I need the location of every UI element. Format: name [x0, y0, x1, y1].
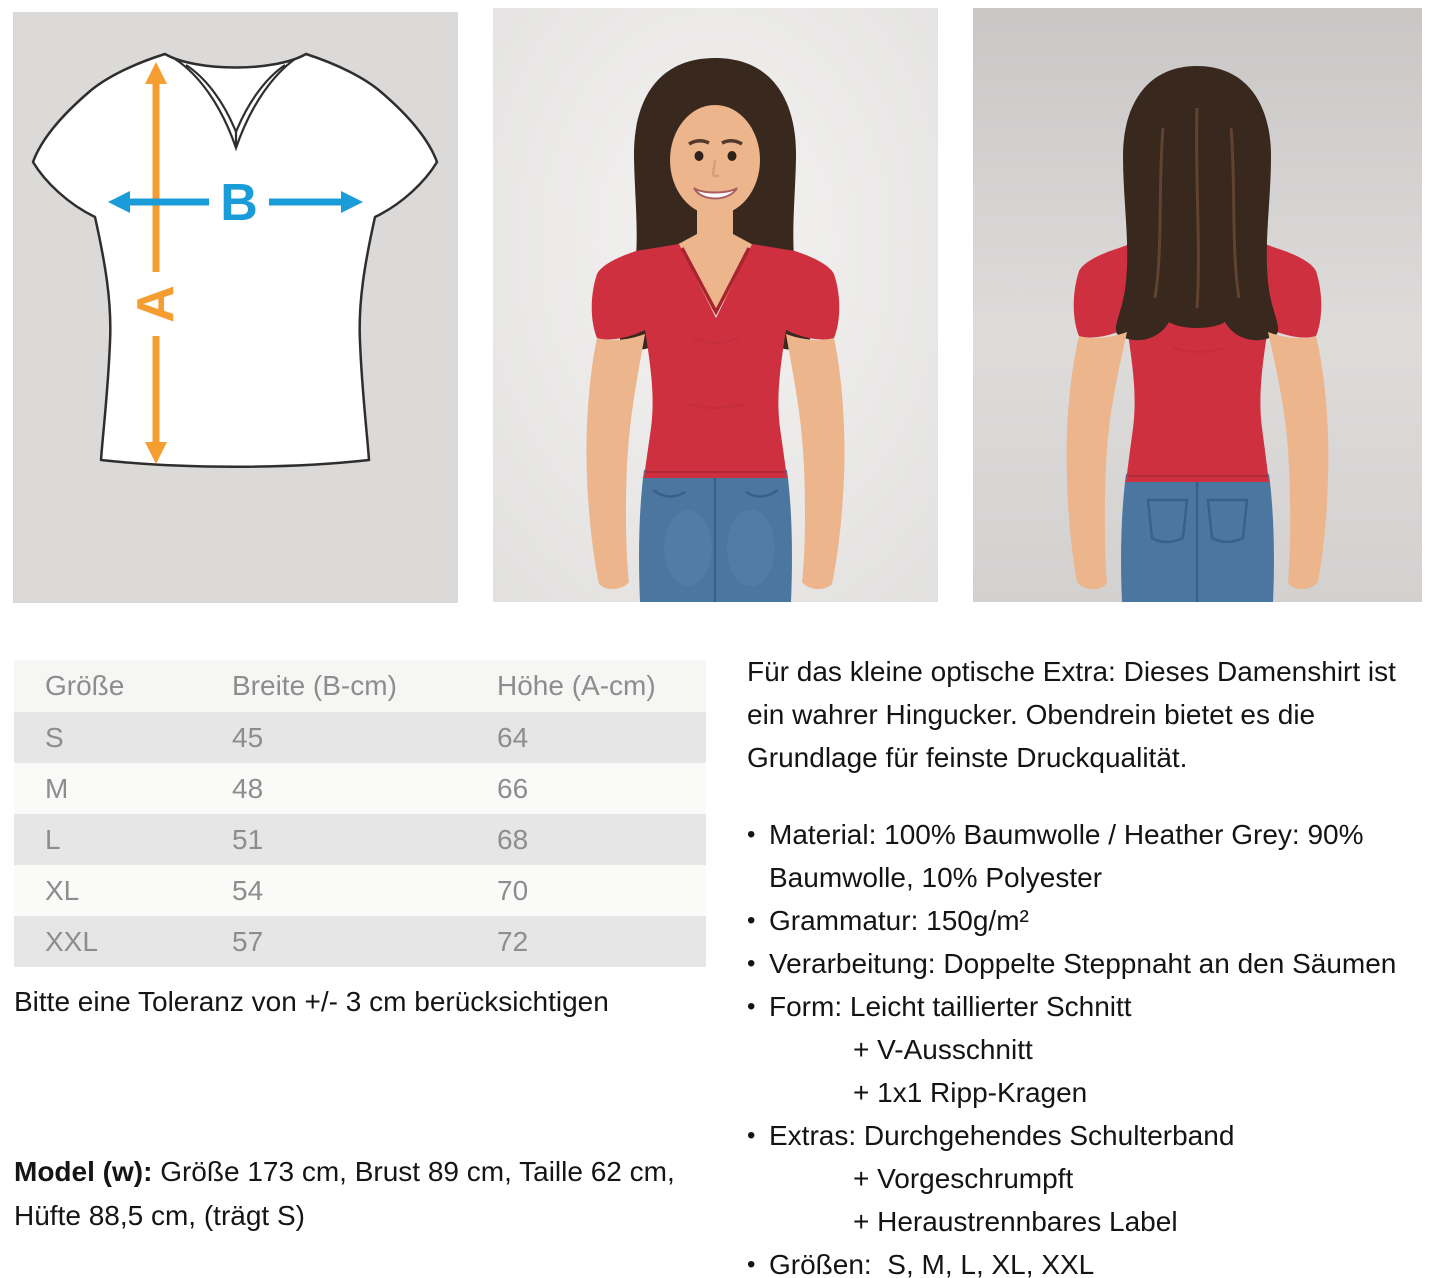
cell-breite: 57 — [232, 925, 264, 957]
cell-breite: 48 — [232, 772, 264, 804]
back-model-illustration — [973, 8, 1422, 602]
cell-size: L — [45, 823, 61, 855]
feature-item-verarbeitung: • Verarbeitung: Doppelte Steppnaht an den Säumen — [747, 942, 1423, 985]
model-photo-back — [973, 8, 1422, 602]
tshirt-measurement-diagram-icon — [13, 12, 458, 603]
bullet-dot-icon: • — [747, 1251, 756, 1278]
feature-sub-item: + 1x1 Ripp-Kragen — [853, 1077, 1088, 1108]
feature-sub-item: + Heraustrennbares Label — [853, 1206, 1178, 1237]
feature-item-extras: • Extras: Durchgehendes Schulterband — [747, 1114, 1423, 1157]
cell-breite: 51 — [232, 823, 264, 855]
feature-item-groessen: • Größen: S, M, L, XL, XXL — [747, 1243, 1423, 1278]
cell-size: M — [45, 772, 69, 804]
feature-sub-item: + V-Ausschnitt — [853, 1034, 1033, 1065]
bullet-dot-icon: • — [747, 907, 756, 934]
cell-hoehe: 66 — [497, 772, 529, 804]
bullet-dot-icon: • — [747, 950, 756, 977]
feature-sub-item: + Vorgeschrumpft — [853, 1163, 1074, 1194]
hair-back — [1116, 66, 1278, 340]
front-model-illustration — [493, 8, 938, 602]
feature-item-grammatur: • Grammatur: 150g/m² — [747, 899, 1423, 942]
cell-hoehe: 70 — [497, 874, 529, 906]
table-row-xl — [14, 865, 706, 916]
measure-label-a: A — [127, 285, 185, 323]
model-info — [14, 1150, 720, 1238]
feature-item-material: • Material: 100% Baumwolle / Heather Grey: 90% Baumwolle, 10% Polyester — [747, 813, 1423, 899]
jeans-front — [639, 470, 792, 602]
feature-list — [747, 813, 1423, 1278]
bullet-dot-icon: • — [747, 993, 756, 1020]
cell-size: XL — [45, 874, 80, 906]
table-row-m — [14, 763, 706, 814]
table-row-s — [14, 712, 706, 763]
measure-label-b: B — [220, 174, 258, 232]
cell-breite: 54 — [232, 874, 264, 906]
column-header-breite: Breite (B-cm) — [232, 670, 397, 701]
cell-hoehe: 64 — [497, 721, 529, 753]
cell-hoehe: 72 — [497, 925, 529, 957]
cell-hoehe: 68 — [497, 823, 529, 855]
size-diagram-panel — [13, 12, 458, 603]
model-info-text: Größe 173 cm, Brust 89 cm, Taille 62 cm, Hüfte 88,5 cm, (trägt S) — [14, 1156, 675, 1231]
table-row-l — [14, 814, 706, 865]
column-header-groesse: Größe — [45, 670, 125, 701]
column-header-hoehe: Höhe (A-cm) — [497, 670, 656, 701]
tolerance-note: Bitte eine Toleranz von +/- 3 cm berücksichtigen — [14, 986, 609, 1017]
size-table — [14, 660, 706, 967]
model-photo-front — [493, 8, 938, 602]
bullet-dot-icon: • — [747, 1122, 756, 1149]
jeans-back — [1121, 474, 1274, 602]
cell-breite: 45 — [232, 721, 264, 753]
table-row-xxl — [14, 916, 706, 967]
cell-size: XXL — [45, 925, 98, 957]
product-description — [747, 650, 1423, 1278]
feature-item-form: • Form: Leicht taillierter Schnitt — [747, 985, 1423, 1028]
description-intro: Für das kleine optische Extra: Dieses Damenshirt ist ein wahrer Hingucker. Obendrein bietet es die Grundlage für feinste Druckqualität. — [747, 656, 1396, 773]
bullet-dot-icon: • — [747, 821, 756, 848]
size-table-header-row — [14, 660, 706, 712]
cell-size: S — [45, 721, 64, 753]
model-info-label: Model (w): — [14, 1156, 153, 1187]
